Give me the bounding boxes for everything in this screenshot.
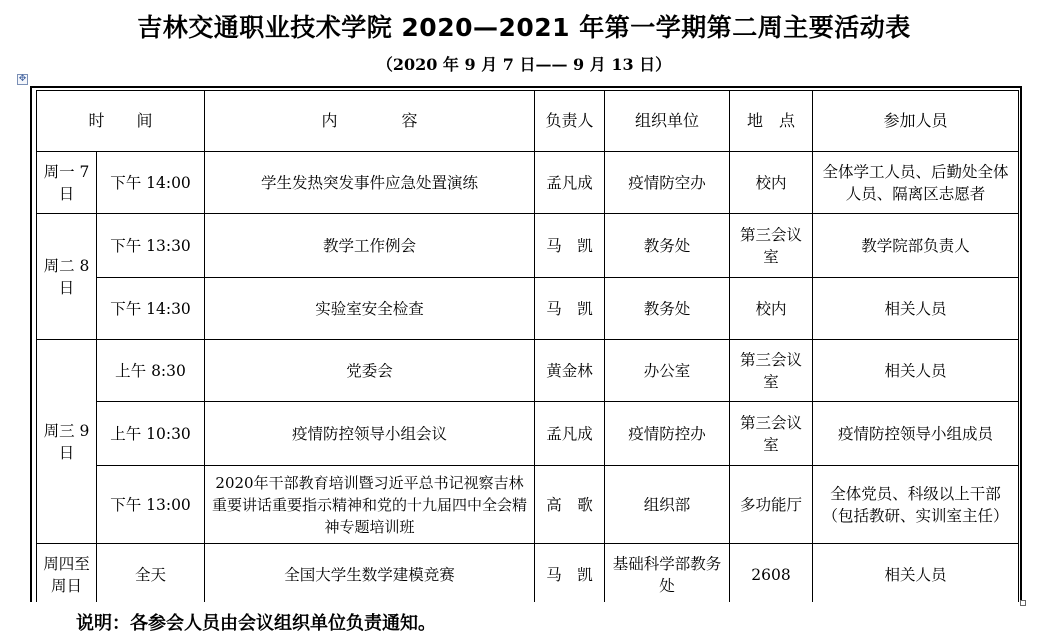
org-cell: 基础科学部教务处 xyxy=(605,544,730,603)
table-row xyxy=(37,466,1019,544)
day-label: 周四至周日 xyxy=(37,544,97,603)
attendees-cell: 全体党员、科级以上干部（包括教研、实训室主任） xyxy=(813,466,1019,544)
attendees-cell: 疫情防控领导小组成员 xyxy=(813,402,1019,466)
org-cell: 办公室 xyxy=(605,340,730,402)
org-cell: 组织部 xyxy=(605,466,730,544)
place-cell: 第三会议室 xyxy=(730,214,813,278)
table-frame xyxy=(30,86,1022,602)
document-title: 吉林交通职业技术学院 2020—2021 年第一学期第二周主要活动表 xyxy=(137,13,911,42)
header-place: 地 点 xyxy=(730,91,813,152)
day-label: 周一 7日 xyxy=(37,152,97,214)
org-cell: 疫情防空办 xyxy=(605,152,730,214)
table-resize-handle[interactable] xyxy=(1020,600,1026,606)
time-cell: 上午 8:30 xyxy=(97,340,205,402)
place-cell: 第三会议室 xyxy=(730,340,813,402)
org-cell: 教务处 xyxy=(605,214,730,278)
time-cell: 上午 10:30 xyxy=(97,402,205,466)
content-cell: 学生发热突发事件应急处置演练 xyxy=(205,152,535,214)
day-label: 周三 9日 xyxy=(37,340,97,544)
table-row xyxy=(37,340,1019,402)
time-cell: 下午 13:30 xyxy=(97,214,205,278)
header-time: 时 间 xyxy=(37,91,205,152)
place-cell: 2608 xyxy=(730,544,813,603)
time-cell: 下午 14:30 xyxy=(97,278,205,340)
owner-cell: 孟凡成 xyxy=(535,402,605,466)
attendees-cell: 全体学工人员、后勤处全体人员、隔离区志愿者 xyxy=(813,152,1019,214)
attendees-cell: 相关人员 xyxy=(813,340,1019,402)
attendees-cell: 相关人员 xyxy=(813,544,1019,603)
attendees-cell: 相关人员 xyxy=(813,278,1019,340)
header-content: 内 容 xyxy=(205,91,535,152)
table-move-handle-icon[interactable]: ✥ xyxy=(18,74,27,84)
day-label: 周二 8日 xyxy=(37,214,97,340)
table-row xyxy=(37,544,1019,603)
time-cell: 下午 13:00 xyxy=(97,466,205,544)
table-header-row xyxy=(37,91,1019,152)
content-cell: 党委会 xyxy=(205,340,535,402)
owner-cell: 马 凯 xyxy=(535,544,605,603)
content-cell: 实验室安全检查 xyxy=(205,278,535,340)
owner-cell: 马 凯 xyxy=(535,214,605,278)
org-cell: 疫情防控办 xyxy=(605,402,730,466)
date-range-subtitle: （2020 年 9 月 7 日—— 9 月 13 日） xyxy=(376,55,672,74)
activity-table xyxy=(36,90,1019,602)
org-cell: 教务处 xyxy=(605,278,730,340)
owner-cell: 马 凯 xyxy=(535,278,605,340)
time-cell: 全天 xyxy=(97,544,205,603)
table-row xyxy=(37,214,1019,278)
owner-cell: 孟凡成 xyxy=(535,152,605,214)
place-cell: 校内 xyxy=(730,278,813,340)
time-cell: 下午 14:00 xyxy=(97,152,205,214)
owner-cell: 高 歌 xyxy=(535,466,605,544)
content-cell: 教学工作例会 xyxy=(205,214,535,278)
header-attendees: 参加人员 xyxy=(813,91,1019,152)
content-cell: 疫情防控领导小组会议 xyxy=(205,402,535,466)
table-row xyxy=(37,402,1019,466)
place-cell: 多功能厅 xyxy=(730,466,813,544)
header-org: 组织单位 xyxy=(605,91,730,152)
table-row xyxy=(37,152,1019,214)
owner-cell: 黄金林 xyxy=(535,340,605,402)
place-cell: 校内 xyxy=(730,152,813,214)
header-owner: 负责人 xyxy=(535,91,605,152)
table-row xyxy=(37,278,1019,340)
content-cell: 全国大学生数学建模竞赛 xyxy=(205,544,535,603)
content-cell: 2020年干部教育培训暨习近平总书记视察吉林重要讲话重要指示精神和党的十九届四中全会精神专题培训班 xyxy=(205,466,535,544)
attendees-cell: 教学院部负责人 xyxy=(813,214,1019,278)
place-cell: 第三会议室 xyxy=(730,402,813,466)
footnote: 说明：各参会人员由会议组织单位负责通知。 xyxy=(76,613,436,634)
